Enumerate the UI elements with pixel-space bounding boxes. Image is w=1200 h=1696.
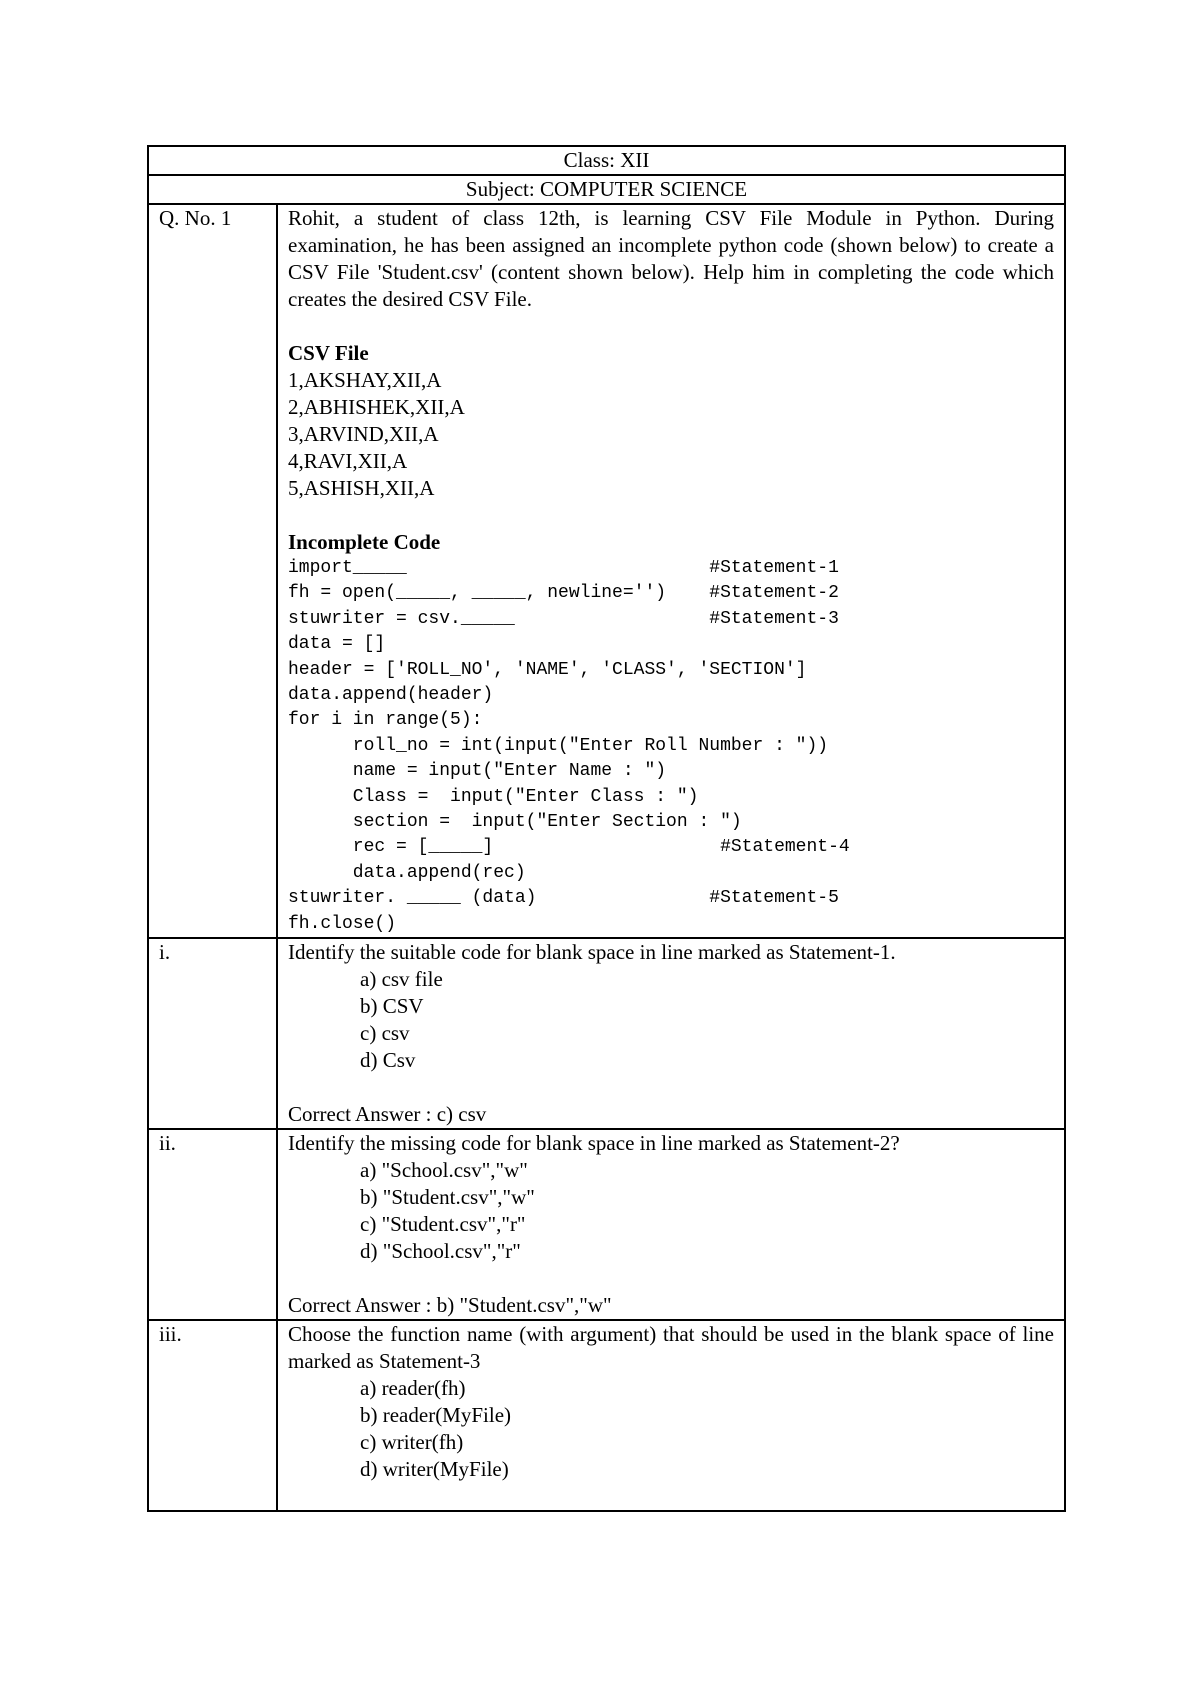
question-body <box>277 204 1065 938</box>
code-line: import_____ #Statement-1 <box>288 558 839 578</box>
csv-heading: CSV File <box>288 341 369 365</box>
subquestion-label: i. <box>148 938 277 1129</box>
option-c: c) writer(fh) <box>360 1430 464 1455</box>
option-a: a) csv file <box>360 967 443 992</box>
subquestion-body <box>277 1129 1065 1320</box>
option-c: c) "Student.csv","r" <box>360 1212 526 1237</box>
code-line: stuwriter. _____ (data) #Statement-5 <box>288 888 839 909</box>
option-d: d) "School.csv","r" <box>360 1239 521 1264</box>
option-d: d) Csv <box>360 1048 416 1073</box>
question-number: Q. No. 1 <box>148 204 277 938</box>
subquestion-text: Identify the suitable code for blank space in line marked as Statement-1. <box>288 940 896 965</box>
subject-title: Subject: COMPUTER SCIENCE <box>148 175 1065 204</box>
code-line: section = input("Enter Section : ") <box>288 812 742 833</box>
subquestion-row-i <box>148 938 1065 1129</box>
code-block <box>288 556 1054 937</box>
option-b: b) reader(MyFile) <box>360 1403 512 1428</box>
option-d: d) writer(MyFile) <box>360 1457 509 1482</box>
subquestion-text: Choose the function name (with argument) that should be used in the blank space of line marked as Statement-3 <box>288 1322 1054 1374</box>
class-title: Class: XII <box>148 146 1065 175</box>
csv-line: 5,ASHISH,XII,A <box>288 476 435 500</box>
subject-row <box>148 175 1065 204</box>
code-heading: Incomplete Code <box>288 530 441 554</box>
code-line: data.append(rec) <box>288 862 526 883</box>
subquestion-body <box>277 1320 1065 1511</box>
subquestion-text: Identify the missing code for blank space in line marked as Statement-2? <box>288 1131 900 1156</box>
code-line: fh.close() <box>288 913 397 934</box>
csv-line: 4,RAVI,XII,A <box>288 449 408 473</box>
correct-answer: Correct Answer : c) csv <box>288 1102 487 1127</box>
option-c: c) csv <box>360 1021 410 1046</box>
subquestion-body <box>277 938 1065 1129</box>
question-intro: Rohit, a student of class 12th, is learning CSV File Module in Python. During examination, he has been assigned an incomplete python code (shown below) to create a CSV File 'Student.csv' (content shown below). Help him in completing the code which creates the desired CSV File. <box>288 206 1054 311</box>
code-line: name = input("Enter Name : ") <box>288 761 667 782</box>
code-line: data = [] <box>288 634 386 655</box>
code-line: stuwriter = csv._____ #Statement-3 <box>288 608 839 629</box>
code-line: for i in range(5): <box>288 710 483 731</box>
subquestion-label: iii. <box>148 1320 277 1511</box>
code-line: Class = input("Enter Class : ") <box>288 786 699 807</box>
csv-line: 3,ARVIND,XII,A <box>288 422 439 446</box>
question-row <box>148 204 1065 938</box>
option-a: a) "School.csv","w" <box>360 1158 528 1183</box>
code-line: rec = [_____] #Statement-4 <box>288 837 850 858</box>
csv-line: 1,AKSHAY,XII,A <box>288 368 442 392</box>
code-line: fh = open(_____, _____, newline='') #Statement-2 <box>288 583 839 604</box>
csv-line: 2,ABHISHEK,XII,A <box>288 395 465 419</box>
option-a: a) reader(fh) <box>360 1376 466 1401</box>
code-line: header = ['ROLL_NO', 'NAME', 'CLASS', 'SECTION'] <box>288 659 807 680</box>
worksheet-page <box>147 145 1064 1512</box>
correct-answer: Correct Answer : b) "Student.csv","w" <box>288 1293 612 1318</box>
code-line: roll_no = int(input("Enter Roll Number : ")) <box>288 735 829 756</box>
question-table <box>147 145 1066 1512</box>
option-b: b) CSV <box>360 994 424 1019</box>
subquestion-label: ii. <box>148 1129 277 1320</box>
class-row <box>148 146 1065 175</box>
option-b: b) "Student.csv","w" <box>360 1185 535 1210</box>
code-line: data.append(header) <box>288 685 494 706</box>
subquestion-row-ii <box>148 1129 1065 1320</box>
subquestion-row-iii <box>148 1320 1065 1511</box>
